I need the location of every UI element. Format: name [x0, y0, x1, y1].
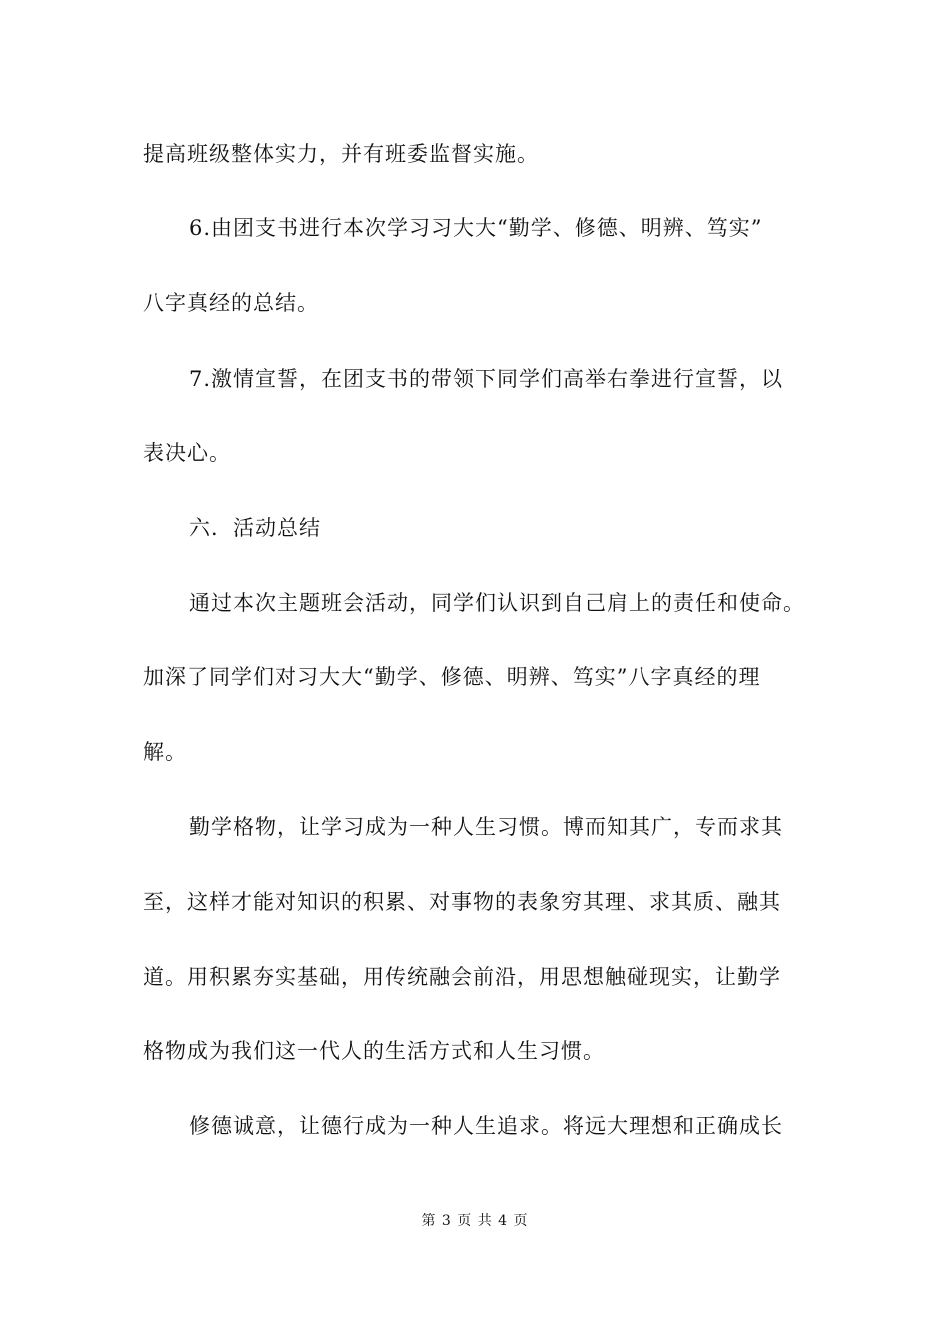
- text-line: 八字真经的总结。: [143, 291, 319, 315]
- text-line: 修德诚意，让德行成为一种人生追求。将远大理想和正确成长: [189, 1114, 783, 1138]
- text-line: 7.激情宣誓，在团支书的带领下同学们高举右拳进行宣誓，以: [189, 367, 784, 391]
- text-line: 通过本次主题班会活动，同学们认识到自己肩上的责任和使命。: [189, 591, 805, 615]
- text-line: 解。: [143, 740, 187, 764]
- text-line: 至，这样才能对知识的积累、对事物的表象穷其理、求其质、融其: [143, 890, 781, 914]
- text-line: 格物成为我们这一代人的生活方式和人生习惯。: [143, 1039, 605, 1063]
- text-line: 加深了同学们对习大大“勤学、修德、明辨、笃实”八字真经的理: [143, 665, 761, 689]
- text-line: 提高班级整体实力，并有班委监督实施。: [143, 142, 539, 166]
- text-line: 勤学格物，让学习成为一种人生习惯。博而知其广，专而求其: [189, 815, 783, 839]
- text-line: 表决心。: [143, 441, 231, 465]
- text-line: 6.由团支书进行本次学习习大大“勤学、修德、明辨、笃实”: [189, 216, 763, 240]
- text-line: 道。用积累夯实基础，用传统融会前沿，用思想触碰现实，让勤学: [143, 965, 781, 989]
- page-number-footer: 第 3 页 共 4 页: [421, 1213, 529, 1229]
- section-heading: 六．活动总结: [189, 516, 321, 540]
